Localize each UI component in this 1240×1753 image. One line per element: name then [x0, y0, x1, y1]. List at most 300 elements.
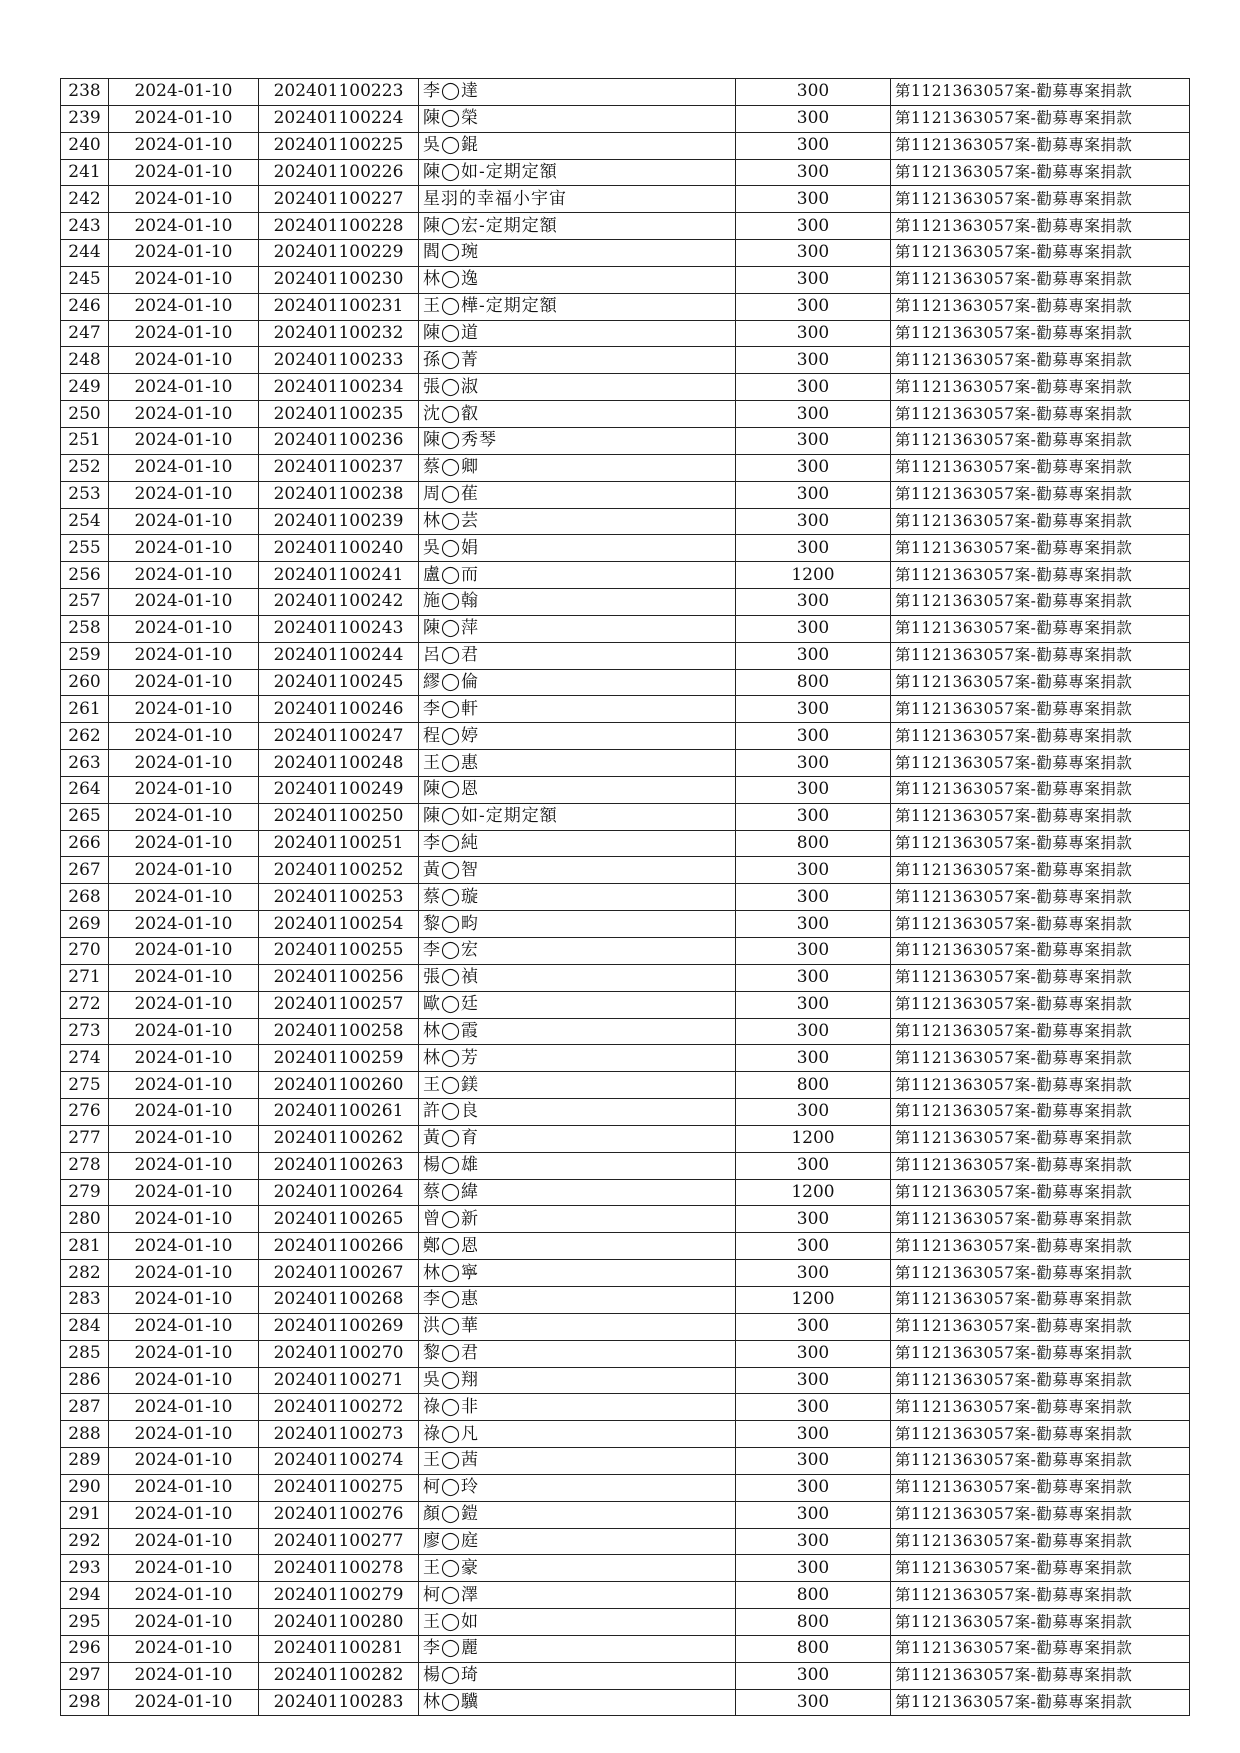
table-row [61, 1689, 1190, 1716]
receipt-number: 202401100249 [259, 776, 419, 803]
donation-note: 第1121363057案-勸募專案捐款 [891, 964, 1190, 991]
donor-name: 王◯如 [419, 1609, 736, 1636]
receipt-number: 202401100261 [259, 1099, 419, 1126]
donor-name: 陳◯榮 [419, 105, 736, 132]
donor-name: 黃◯育 [419, 1125, 736, 1152]
row-number: 270 [61, 938, 109, 965]
donation-note: 第1121363057案-勸募專案捐款 [891, 938, 1190, 965]
donation-note: 第1121363057案-勸募專案捐款 [891, 79, 1190, 106]
table-row [61, 320, 1190, 347]
donation-note: 第1121363057案-勸募專案捐款 [891, 1206, 1190, 1233]
donor-name: 林◯驥 [419, 1689, 736, 1716]
receipt-number: 202401100251 [259, 830, 419, 857]
donation-note: 第1121363057案-勸募專案捐款 [891, 1260, 1190, 1287]
table-row [61, 1018, 1190, 1045]
table-row [61, 240, 1190, 267]
donation-note: 第1121363057案-勸募專案捐款 [891, 266, 1190, 293]
donation-date: 2024-01-10 [109, 1340, 259, 1367]
row-number: 255 [61, 535, 109, 562]
donor-name: 王◯鎂 [419, 1072, 736, 1099]
donation-amount: 300 [736, 240, 891, 267]
donor-name: 孫◯菁 [419, 347, 736, 374]
donation-note: 第1121363057案-勸募專案捐款 [891, 132, 1190, 159]
donation-note: 第1121363057案-勸募專案捐款 [891, 1448, 1190, 1475]
donation-date: 2024-01-10 [109, 293, 259, 320]
receipt-number: 202401100268 [259, 1286, 419, 1313]
donation-note: 第1121363057案-勸募專案捐款 [891, 1152, 1190, 1179]
table-row [61, 1501, 1190, 1528]
donation-date: 2024-01-10 [109, 266, 259, 293]
row-number: 248 [61, 347, 109, 374]
row-number: 289 [61, 1448, 109, 1475]
receipt-number: 202401100252 [259, 857, 419, 884]
row-number: 287 [61, 1394, 109, 1421]
donation-note: 第1121363057案-勸募專案捐款 [891, 1179, 1190, 1206]
donor-name: 王◯茜 [419, 1448, 736, 1475]
donation-table [60, 78, 1190, 1716]
donation-amount: 300 [736, 401, 891, 428]
donation-amount: 1200 [736, 1179, 891, 1206]
donation-amount: 300 [736, 186, 891, 213]
donation-date: 2024-01-10 [109, 213, 259, 240]
donor-name: 楊◯琦 [419, 1662, 736, 1689]
donation-amount: 800 [736, 1582, 891, 1609]
row-number: 298 [61, 1689, 109, 1716]
receipt-number: 202401100273 [259, 1421, 419, 1448]
donation-amount: 300 [736, 1233, 891, 1260]
donation-date: 2024-01-10 [109, 669, 259, 696]
table-row [61, 723, 1190, 750]
row-number: 276 [61, 1099, 109, 1126]
donation-amount: 300 [736, 427, 891, 454]
donation-note: 第1121363057案-勸募專案捐款 [891, 669, 1190, 696]
donation-date: 2024-01-10 [109, 240, 259, 267]
donation-date: 2024-01-10 [109, 186, 259, 213]
donation-amount: 300 [736, 508, 891, 535]
donation-amount: 300 [736, 105, 891, 132]
table-row [61, 535, 1190, 562]
donation-amount: 300 [736, 79, 891, 106]
donor-name: 曾◯新 [419, 1206, 736, 1233]
donation-note: 第1121363057案-勸募專案捐款 [891, 723, 1190, 750]
receipt-number: 202401100241 [259, 562, 419, 589]
donation-amount: 300 [736, 159, 891, 186]
row-number: 293 [61, 1555, 109, 1582]
donation-amount: 300 [736, 1421, 891, 1448]
receipt-number: 202401100237 [259, 454, 419, 481]
donation-table-body [61, 79, 1190, 1716]
table-row [61, 669, 1190, 696]
donation-amount: 300 [736, 132, 891, 159]
receipt-number: 202401100255 [259, 938, 419, 965]
donation-date: 2024-01-10 [109, 884, 259, 911]
donation-note: 第1121363057案-勸募專案捐款 [891, 1662, 1190, 1689]
donation-date: 2024-01-10 [109, 347, 259, 374]
row-number: 262 [61, 723, 109, 750]
donor-name: 陳◯如-定期定額 [419, 159, 736, 186]
receipt-number: 202401100264 [259, 1179, 419, 1206]
donation-note: 第1121363057案-勸募專案捐款 [891, 696, 1190, 723]
donation-date: 2024-01-10 [109, 1448, 259, 1475]
receipt-number: 202401100234 [259, 374, 419, 401]
donation-date: 2024-01-10 [109, 696, 259, 723]
donation-amount: 300 [736, 1340, 891, 1367]
table-row [61, 776, 1190, 803]
donation-note: 第1121363057案-勸募專案捐款 [891, 911, 1190, 938]
donation-date: 2024-01-10 [109, 481, 259, 508]
row-number: 239 [61, 105, 109, 132]
donation-amount: 1200 [736, 1286, 891, 1313]
donor-name: 林◯寧 [419, 1260, 736, 1287]
donation-note: 第1121363057案-勸募專案捐款 [891, 1313, 1190, 1340]
donor-name: 李◯達 [419, 79, 736, 106]
row-number: 243 [61, 213, 109, 240]
row-number: 297 [61, 1662, 109, 1689]
donation-amount: 300 [736, 1662, 891, 1689]
donation-amount: 300 [736, 293, 891, 320]
receipt-number: 202401100256 [259, 964, 419, 991]
donation-note: 第1121363057案-勸募專案捐款 [891, 320, 1190, 347]
donation-date: 2024-01-10 [109, 1662, 259, 1689]
donation-note: 第1121363057案-勸募專案捐款 [891, 1609, 1190, 1636]
donor-name: 陳◯如-定期定額 [419, 803, 736, 830]
donation-note: 第1121363057案-勸募專案捐款 [891, 481, 1190, 508]
donation-date: 2024-01-10 [109, 1474, 259, 1501]
table-row [61, 1609, 1190, 1636]
donor-name: 程◯婷 [419, 723, 736, 750]
donor-name: 周◯萑 [419, 481, 736, 508]
receipt-number: 202401100277 [259, 1528, 419, 1555]
row-number: 254 [61, 508, 109, 535]
donation-amount: 300 [736, 696, 891, 723]
donation-amount: 300 [736, 535, 891, 562]
table-row [61, 213, 1190, 240]
receipt-number: 202401100227 [259, 186, 419, 213]
row-number: 246 [61, 293, 109, 320]
row-number: 294 [61, 1582, 109, 1609]
table-row [61, 964, 1190, 991]
table-row [61, 1635, 1190, 1662]
donation-note: 第1121363057案-勸募專案捐款 [891, 401, 1190, 428]
donation-note: 第1121363057案-勸募專案捐款 [891, 1367, 1190, 1394]
table-row [61, 1582, 1190, 1609]
donation-note: 第1121363057案-勸募專案捐款 [891, 884, 1190, 911]
donation-date: 2024-01-10 [109, 1125, 259, 1152]
donation-amount: 300 [736, 1099, 891, 1126]
row-number: 275 [61, 1072, 109, 1099]
donor-name: 吳◯翔 [419, 1367, 736, 1394]
table-row [61, 1099, 1190, 1126]
donation-date: 2024-01-10 [109, 615, 259, 642]
donor-name: 林◯芳 [419, 1045, 736, 1072]
donor-name: 李◯純 [419, 830, 736, 857]
row-number: 266 [61, 830, 109, 857]
donation-amount: 300 [736, 1152, 891, 1179]
donor-name: 蔡◯緯 [419, 1179, 736, 1206]
receipt-number: 202401100239 [259, 508, 419, 535]
donation-note: 第1121363057案-勸募專案捐款 [891, 750, 1190, 777]
donation-date: 2024-01-10 [109, 427, 259, 454]
donor-name: 陳◯宏-定期定額 [419, 213, 736, 240]
receipt-number: 202401100280 [259, 1609, 419, 1636]
receipt-number: 202401100257 [259, 991, 419, 1018]
table-row [61, 186, 1190, 213]
donor-name: 吳◯娟 [419, 535, 736, 562]
receipt-number: 202401100247 [259, 723, 419, 750]
row-number: 261 [61, 696, 109, 723]
table-row [61, 132, 1190, 159]
donation-note: 第1121363057案-勸募專案捐款 [891, 857, 1190, 884]
receipt-number: 202401100236 [259, 427, 419, 454]
donation-amount: 800 [736, 830, 891, 857]
row-number: 247 [61, 320, 109, 347]
table-row [61, 1233, 1190, 1260]
donation-amount: 300 [736, 1555, 891, 1582]
table-row [61, 1394, 1190, 1421]
receipt-number: 202401100275 [259, 1474, 419, 1501]
receipt-number: 202401100224 [259, 105, 419, 132]
receipt-number: 202401100223 [259, 79, 419, 106]
table-row [61, 696, 1190, 723]
donor-name: 柯◯玲 [419, 1474, 736, 1501]
receipt-number: 202401100229 [259, 240, 419, 267]
row-number: 277 [61, 1125, 109, 1152]
table-row [61, 293, 1190, 320]
row-number: 280 [61, 1206, 109, 1233]
donor-name: 黎◯畇 [419, 911, 736, 938]
donation-amount: 300 [736, 803, 891, 830]
table-row [61, 642, 1190, 669]
donation-amount: 300 [736, 347, 891, 374]
donation-note: 第1121363057案-勸募專案捐款 [891, 1528, 1190, 1555]
donation-note: 第1121363057案-勸募專案捐款 [891, 830, 1190, 857]
donor-name: 李◯惠 [419, 1286, 736, 1313]
receipt-number: 202401100278 [259, 1555, 419, 1582]
donation-amount: 300 [736, 642, 891, 669]
donation-date: 2024-01-10 [109, 938, 259, 965]
donation-date: 2024-01-10 [109, 1501, 259, 1528]
receipt-number: 202401100283 [259, 1689, 419, 1716]
donation-amount: 800 [736, 669, 891, 696]
row-number: 245 [61, 266, 109, 293]
row-number: 259 [61, 642, 109, 669]
donation-date: 2024-01-10 [109, 589, 259, 616]
donation-note: 第1121363057案-勸募專案捐款 [891, 105, 1190, 132]
receipt-number: 202401100272 [259, 1394, 419, 1421]
donor-name: 黃◯智 [419, 857, 736, 884]
donation-note: 第1121363057案-勸募專案捐款 [891, 213, 1190, 240]
row-number: 249 [61, 374, 109, 401]
donor-name: 黎◯君 [419, 1340, 736, 1367]
donor-name: 陳◯秀琴 [419, 427, 736, 454]
donor-name: 施◯翰 [419, 589, 736, 616]
donation-date: 2024-01-10 [109, 1045, 259, 1072]
donation-note: 第1121363057案-勸募專案捐款 [891, 991, 1190, 1018]
row-number: 238 [61, 79, 109, 106]
donation-note: 第1121363057案-勸募專案捐款 [891, 1394, 1190, 1421]
donation-amount: 1200 [736, 562, 891, 589]
donor-name: 陳◯萍 [419, 615, 736, 642]
donation-date: 2024-01-10 [109, 911, 259, 938]
donation-date: 2024-01-10 [109, 1689, 259, 1716]
table-row [61, 938, 1190, 965]
donation-note: 第1121363057案-勸募專案捐款 [891, 1072, 1190, 1099]
donation-amount: 300 [736, 1260, 891, 1287]
receipt-number: 202401100266 [259, 1233, 419, 1260]
donation-date: 2024-01-10 [109, 535, 259, 562]
donation-date: 2024-01-10 [109, 1609, 259, 1636]
receipt-number: 202401100276 [259, 1501, 419, 1528]
donor-name: 李◯宏 [419, 938, 736, 965]
donor-name: 廖◯庭 [419, 1528, 736, 1555]
donation-amount: 300 [736, 266, 891, 293]
donation-amount: 300 [736, 723, 891, 750]
table-row [61, 1528, 1190, 1555]
donation-note: 第1121363057案-勸募專案捐款 [891, 293, 1190, 320]
receipt-number: 202401100269 [259, 1313, 419, 1340]
receipt-number: 202401100242 [259, 589, 419, 616]
donation-date: 2024-01-10 [109, 964, 259, 991]
donation-note: 第1121363057案-勸募專案捐款 [891, 1421, 1190, 1448]
donation-note: 第1121363057案-勸募專案捐款 [891, 615, 1190, 642]
donation-note: 第1121363057案-勸募專案捐款 [891, 1689, 1190, 1716]
donor-name: 李◯軒 [419, 696, 736, 723]
donor-name: 洪◯華 [419, 1313, 736, 1340]
row-number: 278 [61, 1152, 109, 1179]
table-row [61, 454, 1190, 481]
row-number: 292 [61, 1528, 109, 1555]
donation-date: 2024-01-10 [109, 562, 259, 589]
receipt-number: 202401100245 [259, 669, 419, 696]
receipt-number: 202401100259 [259, 1045, 419, 1072]
donation-note: 第1121363057案-勸募專案捐款 [891, 535, 1190, 562]
receipt-number: 202401100228 [259, 213, 419, 240]
donation-date: 2024-01-10 [109, 642, 259, 669]
table-row [61, 750, 1190, 777]
donor-name: 呂◯君 [419, 642, 736, 669]
donor-name: 沈◯叡 [419, 401, 736, 428]
donation-amount: 300 [736, 1501, 891, 1528]
donation-amount: 300 [736, 1313, 891, 1340]
table-row [61, 1125, 1190, 1152]
donor-name: 蔡◯璇 [419, 884, 736, 911]
table-row [61, 1072, 1190, 1099]
receipt-number: 202401100279 [259, 1582, 419, 1609]
donation-note: 第1121363057案-勸募專案捐款 [891, 1125, 1190, 1152]
table-row [61, 562, 1190, 589]
row-number: 273 [61, 1018, 109, 1045]
donation-note: 第1121363057案-勸募專案捐款 [891, 1340, 1190, 1367]
donation-note: 第1121363057案-勸募專案捐款 [891, 1233, 1190, 1260]
table-row [61, 1152, 1190, 1179]
table-row [61, 1313, 1190, 1340]
table-row [61, 911, 1190, 938]
donor-name: 歐◯廷 [419, 991, 736, 1018]
donation-amount: 300 [736, 750, 891, 777]
donor-name: 祿◯凡 [419, 1421, 736, 1448]
receipt-number: 202401100270 [259, 1340, 419, 1367]
donation-note: 第1121363057案-勸募專案捐款 [891, 1555, 1190, 1582]
donation-amount: 300 [736, 1474, 891, 1501]
donation-note: 第1121363057案-勸募專案捐款 [891, 159, 1190, 186]
donation-note: 第1121363057案-勸募專案捐款 [891, 562, 1190, 589]
donation-note: 第1121363057案-勸募專案捐款 [891, 1635, 1190, 1662]
donation-amount: 300 [736, 320, 891, 347]
row-number: 263 [61, 750, 109, 777]
donation-amount: 300 [736, 776, 891, 803]
donation-date: 2024-01-10 [109, 1233, 259, 1260]
donation-date: 2024-01-10 [109, 105, 259, 132]
row-number: 271 [61, 964, 109, 991]
donor-name: 楊◯雄 [419, 1152, 736, 1179]
donation-date: 2024-01-10 [109, 723, 259, 750]
donor-name: 蔡◯卿 [419, 454, 736, 481]
row-number: 260 [61, 669, 109, 696]
row-number: 241 [61, 159, 109, 186]
donation-date: 2024-01-10 [109, 159, 259, 186]
row-number: 256 [61, 562, 109, 589]
donor-name: 鄭◯恩 [419, 1233, 736, 1260]
donor-name: 王◯豪 [419, 1555, 736, 1582]
row-number: 242 [61, 186, 109, 213]
donation-amount: 300 [736, 1394, 891, 1421]
table-row [61, 481, 1190, 508]
table-row [61, 79, 1190, 106]
row-number: 290 [61, 1474, 109, 1501]
donation-date: 2024-01-10 [109, 1152, 259, 1179]
row-number: 244 [61, 240, 109, 267]
receipt-number: 202401100235 [259, 401, 419, 428]
donation-amount: 300 [736, 884, 891, 911]
donation-date: 2024-01-10 [109, 132, 259, 159]
receipt-number: 202401100267 [259, 1260, 419, 1287]
donation-amount: 300 [736, 938, 891, 965]
table-row [61, 105, 1190, 132]
row-number: 267 [61, 857, 109, 884]
donation-note: 第1121363057案-勸募專案捐款 [891, 186, 1190, 213]
receipt-number: 202401100226 [259, 159, 419, 186]
receipt-number: 202401100282 [259, 1662, 419, 1689]
donor-name: 閻◯琬 [419, 240, 736, 267]
receipt-number: 202401100231 [259, 293, 419, 320]
donation-note: 第1121363057案-勸募專案捐款 [891, 1286, 1190, 1313]
row-number: 253 [61, 481, 109, 508]
donation-amount: 300 [736, 1528, 891, 1555]
donation-date: 2024-01-10 [109, 1313, 259, 1340]
donor-name: 林◯芸 [419, 508, 736, 535]
donor-name: 顏◯鎧 [419, 1501, 736, 1528]
donation-date: 2024-01-10 [109, 320, 259, 347]
donation-date: 2024-01-10 [109, 1582, 259, 1609]
row-number: 286 [61, 1367, 109, 1394]
donation-amount: 300 [736, 1206, 891, 1233]
row-number: 257 [61, 589, 109, 616]
receipt-number: 202401100281 [259, 1635, 419, 1662]
donation-date: 2024-01-10 [109, 1099, 259, 1126]
donation-amount: 300 [736, 213, 891, 240]
donation-note: 第1121363057案-勸募專案捐款 [891, 427, 1190, 454]
donation-note: 第1121363057案-勸募專案捐款 [891, 1099, 1190, 1126]
table-row [61, 1045, 1190, 1072]
table-row [61, 1662, 1190, 1689]
donation-date: 2024-01-10 [109, 1179, 259, 1206]
donation-date: 2024-01-10 [109, 1260, 259, 1287]
receipt-number: 202401100246 [259, 696, 419, 723]
donation-amount: 300 [736, 374, 891, 401]
receipt-number: 202401100271 [259, 1367, 419, 1394]
donor-name: 星羽的幸福小宇宙 [419, 186, 736, 213]
donation-note: 第1121363057案-勸募專案捐款 [891, 374, 1190, 401]
